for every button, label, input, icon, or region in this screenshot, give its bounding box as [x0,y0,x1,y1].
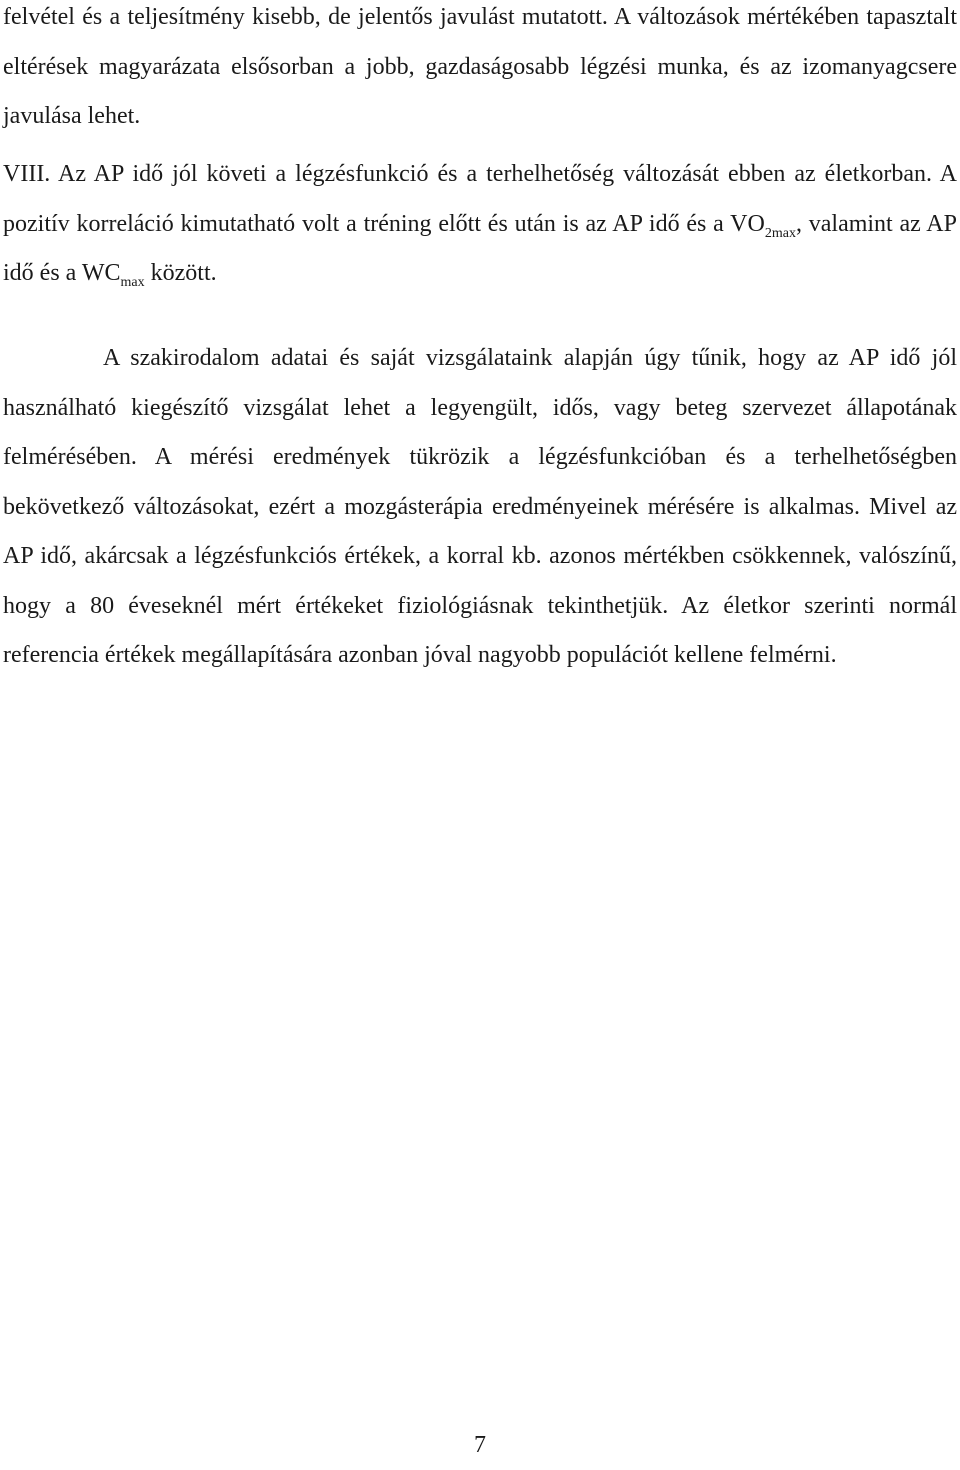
paragraph-conclusion-vii-end: felvétel és a teljesítmény kisebb, de jelentős javulást mutatott. A változások mértékében tapasztalt eltérések magyarázata elsősorban a jobb, gazdaságosabb légzési munka, és az izomanyagcsere javulása lehet. [3,4,957,129]
paragraph-viii-text-2: , valamint az AP idő és a WC [3,210,957,286]
subscript-max: max [120,275,145,290]
page-number: 7 [474,1432,486,1458]
subscript-2max: 2max [764,225,796,241]
paragraph-viii-text-3: között. [144,260,217,286]
paragraph-conclusion-viii [3,150,957,299]
paragraph-summary: A szakirodalom adatai és saját vizsgálataink alapján úgy tűnik, hogy az AP idő jól használható kiegészítő vizsgálat lehet a legyengült, idős, vagy beteg szervezet állapotának felmérésében. A mérési eredmények tükrözik a légzésfunkcióban és a terhelhetőségben bekövetkező változásokat, ezért a mozgásterápia eredményeinek mérésére is alkalmas. Mivel az AP idő, akárcsak a légzésfunkciós értékek, a korral kb. azonos mértékben csökkennek, valószínű, hogy a 80 éveseknél mért értékeket fiziológiásnak tekinthetjük. Az életkor szerinti normál referencia értékek megállapítására azonban jóval nagyobb populációt kellene felmérni. [3,345,957,668]
paragraph-viii-text-1: VIII. Az AP idő jól követi a légzésfunkció és a terhelhetőség változását ebben az életkorban. A pozitív korreláció kimutatható volt a tréning előtt és után is az AP idő és a VO [3,161,957,237]
